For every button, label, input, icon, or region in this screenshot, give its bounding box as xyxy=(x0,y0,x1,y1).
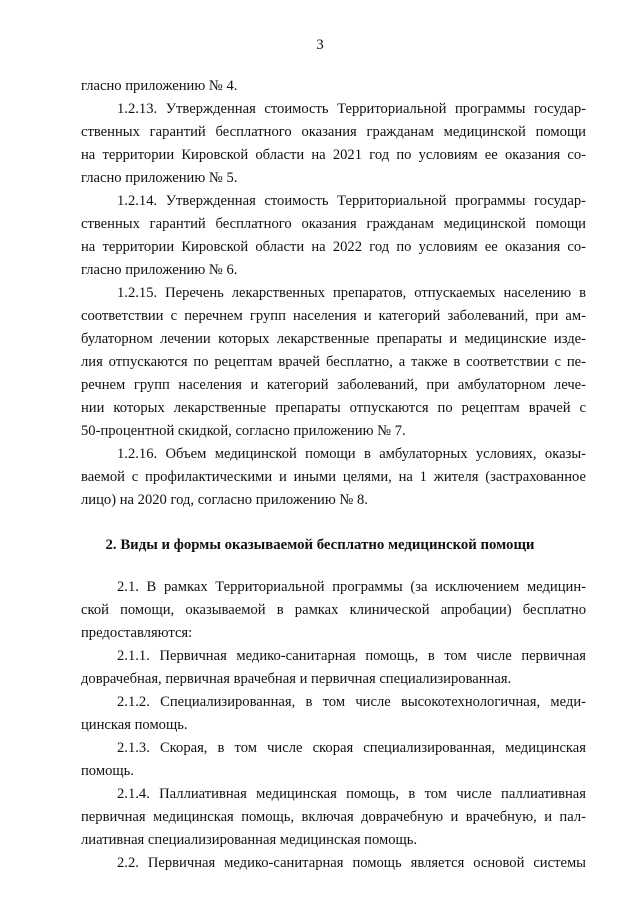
page-number: 3 xyxy=(316,37,324,53)
text-line: ственных гарантий бесплатного оказания гражданам медицинской помощи xyxy=(81,124,586,140)
text-line: булаторном лечении которых лекарственные препараты и медицинские изде- xyxy=(81,331,586,347)
text-line: ственных гарантий бесплатного оказания гражданам медицинской помощи xyxy=(81,216,586,232)
text-line: гласно приложению № 4. xyxy=(81,78,238,94)
text-line: нии которых лекарственные препараты отпускаются по рецептам врачей с xyxy=(81,400,586,416)
text-line: на территории Кировской области на 2021 год по условиям ее оказания со- xyxy=(81,147,586,163)
text-line: 2.1. В рамках Территориальной программы (за исключением медицин- xyxy=(117,579,586,595)
text-line: 2.2. Первичная медико-санитарная помощь является основой системы xyxy=(117,855,586,871)
text-line: лицо) на 2020 год, согласно приложению № 8. xyxy=(81,492,368,508)
text-line: лия отпускаются по рецептам врачей бесплатно, а также в соответствии с пе- xyxy=(81,354,586,370)
text-line: 1.2.13. Утвержденная стоимость Территориальной программы государ- xyxy=(117,101,586,117)
text-line: помощь. xyxy=(81,763,134,779)
text-line: 2.1.1. Первичная медико-санитарная помощь, в том числе первичная xyxy=(117,648,586,664)
section-heading: 2. Виды и формы оказываемой бесплатно медицинской помощи xyxy=(105,537,535,553)
text-line: 1.2.14. Утвержденная стоимость Территориальной программы государ- xyxy=(117,193,586,209)
text-line: лиативная специализированная медицинская помощь. xyxy=(81,832,418,848)
text-line: гласно приложению № 5. xyxy=(81,170,238,186)
text-line: 2.1.2. Специализированная, в том числе высокотехнологичная, меди- xyxy=(117,694,586,710)
text-line: ваемой с профилактическими и иными целями, на 1 жителя (застрахованное xyxy=(81,469,586,485)
text-line: на территории Кировской области на 2022 год по условиям ее оказания со- xyxy=(81,239,586,255)
text-line: гласно приложению № 6. xyxy=(81,262,238,278)
text-line: предоставляются: xyxy=(81,625,193,641)
text-line: ской помощи, оказываемой в рамках клинической апробации) бесплатно xyxy=(81,602,586,618)
text-line: 2.1.3. Скорая, в том числе скорая специализированная, медицинская xyxy=(117,740,586,756)
text-line: речнем групп населения и категорий заболеваний, при амбулаторном лече- xyxy=(81,377,586,393)
text-line: первичная медицинская помощь, включая доврачебную и врачебную, и пал- xyxy=(81,809,586,825)
text-line: 1.2.15. Перечень лекарственных препаратов, отпускаемых населению в xyxy=(117,285,586,301)
text-line: доврачебная, первичная врачебная и первичная специализированная. xyxy=(81,671,512,687)
text-line: цинская помощь. xyxy=(81,717,188,733)
text-line: 50-процентной скидкой, согласно приложению № 7. xyxy=(81,423,406,439)
text-line: 2.1.4. Паллиативная медицинская помощь, в том числе паллиативная xyxy=(117,786,586,802)
text-line: 1.2.16. Объем медицинской помощи в амбулаторных условиях, оказы- xyxy=(117,446,586,462)
text-line: соответствии с перечнем групп населения и категорий заболеваний, при ам- xyxy=(81,308,586,324)
